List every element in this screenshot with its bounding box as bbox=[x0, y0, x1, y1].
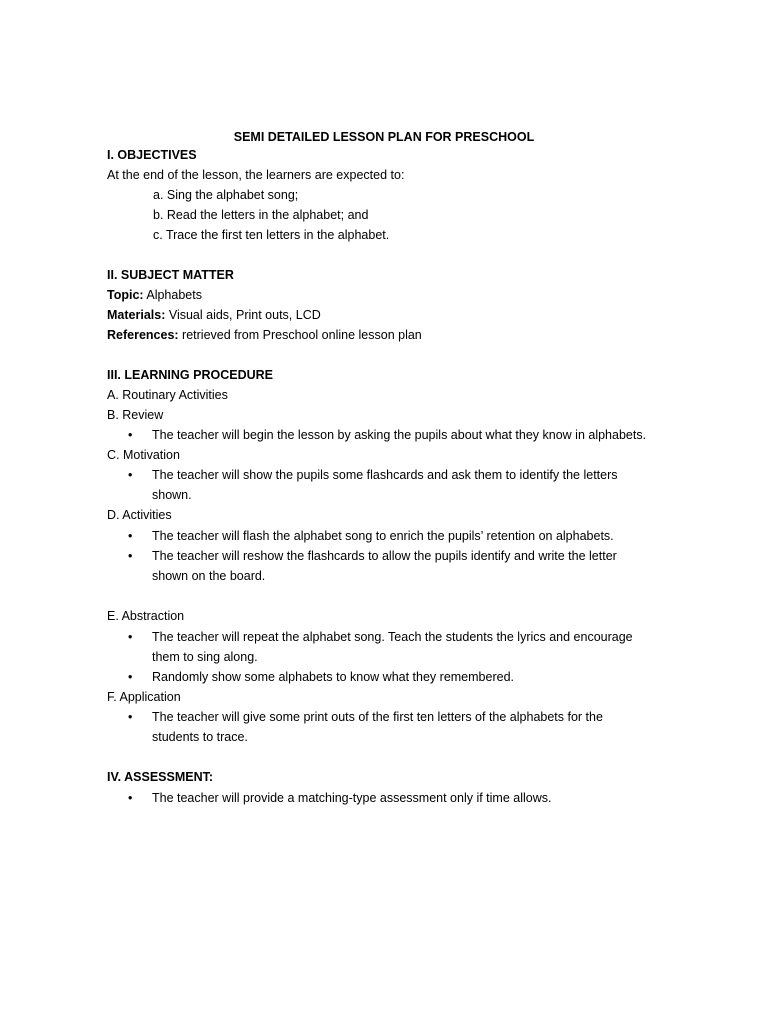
routinary-activities: A. Routinary Activities bbox=[107, 388, 228, 402]
materials-line bbox=[107, 305, 321, 325]
objectives-intro: At the end of the lesson, the learners are expected to: bbox=[107, 168, 405, 182]
materials-value: Visual aids, Print outs, LCD bbox=[165, 308, 321, 322]
bullet-marker: • bbox=[128, 630, 133, 644]
bullet-marker: • bbox=[128, 549, 133, 563]
abstraction-label: E. Abstraction bbox=[107, 609, 185, 623]
materials-label: Materials: bbox=[107, 308, 166, 322]
bullet-marker: • bbox=[128, 670, 133, 684]
references-line bbox=[107, 325, 422, 345]
topic-label: Topic: bbox=[107, 288, 144, 302]
assessment-heading: IV. ASSESSMENT: bbox=[107, 770, 214, 784]
activities-bullet-continued: shown on the board. bbox=[152, 569, 266, 583]
motivation-bullet: The teacher will show the pupils some flashcards and ask them to identify the letters bbox=[152, 468, 618, 482]
activities-label: D. Activities bbox=[107, 508, 172, 522]
bullet-marker: • bbox=[128, 791, 133, 805]
activities-bullet: The teacher will flash the alphabet song to enrich the pupils’ retention on alphabets. bbox=[152, 529, 614, 543]
application-bullet-continued: students to trace. bbox=[152, 730, 248, 744]
assessment-bullet: The teacher will provide a matching-type assessment only if time allows. bbox=[152, 791, 552, 805]
topic-line bbox=[107, 285, 202, 305]
subject-matter-heading: II. SUBJECT MATTER bbox=[107, 268, 234, 282]
procedure-heading: III. LEARNING PROCEDURE bbox=[107, 368, 273, 382]
application-bullet: The teacher will give some print outs of the first ten letters of the alphabets for the bbox=[152, 710, 603, 724]
objectives-heading: I. OBJECTIVES bbox=[107, 148, 197, 162]
activities-bullet: The teacher will reshow the flashcards to allow the pupils identify and write the letter bbox=[152, 549, 617, 563]
abstraction-bullet-continued: them to sing along. bbox=[152, 650, 258, 664]
bullet-marker: • bbox=[128, 428, 133, 442]
review-bullet: The teacher will begin the lesson by asking the pupils about what they know in alphabets. bbox=[152, 428, 647, 442]
bullet-marker: • bbox=[128, 529, 133, 543]
objective-item: b. Read the letters in the alphabet; and bbox=[153, 208, 369, 222]
references-label: References: bbox=[107, 328, 179, 342]
application-label: F. Application bbox=[107, 690, 181, 704]
abstraction-bullet: Randomly show some alphabets to know what they remembered. bbox=[152, 670, 514, 684]
bullet-marker: • bbox=[128, 710, 133, 724]
topic-value: Alphabets bbox=[143, 288, 202, 302]
motivation-label: C. Motivation bbox=[107, 448, 180, 462]
bullet-marker: • bbox=[128, 468, 133, 482]
motivation-bullet-continued: shown. bbox=[152, 488, 192, 502]
references-value: retrieved from Preschool online lesson plan bbox=[178, 328, 422, 342]
review-label: B. Review bbox=[107, 408, 164, 422]
document-title: SEMI DETAILED LESSON PLAN FOR PRESCHOOL bbox=[233, 130, 535, 144]
objective-item: a. Sing the alphabet song; bbox=[153, 188, 299, 202]
objective-item: c. Trace the first ten letters in the alphabet. bbox=[153, 228, 390, 242]
abstraction-bullet: The teacher will repeat the alphabet song. Teach the students the lyrics and encourage bbox=[152, 630, 633, 644]
